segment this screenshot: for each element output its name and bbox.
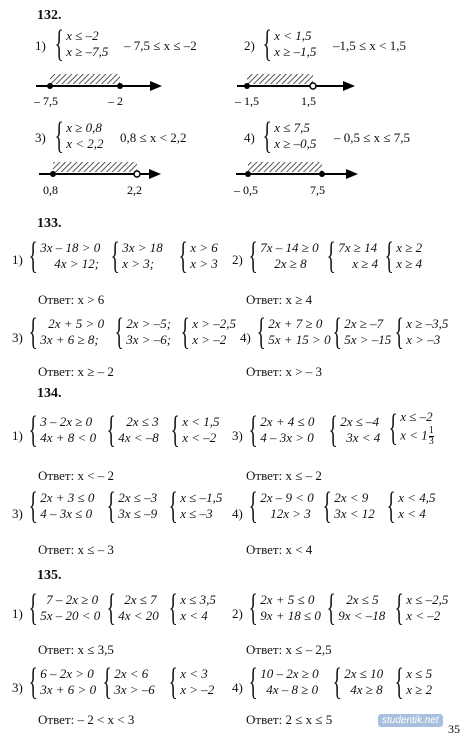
system-solved: { x ≥ –3,5 x > –3 — [394, 311, 449, 353]
line-1: x > –2,5 — [192, 316, 237, 331]
line-1: 2x + 5 ≤ 0 — [260, 592, 315, 607]
fraction-denominator: 3 — [428, 436, 434, 447]
system-solved: { x ≤ –1,5 x ≤ –3 — [168, 485, 223, 527]
line-1: 2x ≤ –3 — [118, 490, 158, 505]
line-1: 2x ≥ –7 — [344, 316, 384, 331]
item-number: 4) — [232, 680, 243, 695]
answer: Ответ: x < 4 — [246, 542, 313, 557]
item-number: 3) — [35, 130, 46, 145]
line-2: x < 4 — [180, 608, 208, 623]
line-2: x > –2 — [180, 682, 215, 697]
problem-135-title: 135. — [37, 568, 62, 583]
answer: Ответ: x ≤ – 2,5 — [246, 642, 332, 657]
problem-133-title: 133. — [37, 216, 62, 231]
system-solved: { x ≥ 2 x ≥ 4 — [384, 235, 423, 277]
line-2: 3x < 12 — [334, 506, 375, 521]
number-line-1 — [30, 70, 170, 108]
line-2: 9x < –18 — [338, 608, 386, 623]
system-solved: { x < 1,5 x < –2 — [170, 409, 220, 451]
line-1: 3x – 18 > 0 — [40, 240, 101, 255]
fraction — [429, 426, 434, 447]
inequality-system: { x ≥ 0,8 x < 2,2 — [54, 115, 104, 157]
line-1: x ≤ –2 — [400, 409, 433, 424]
line-2: 5x – 20 < 0 — [40, 608, 101, 623]
fraction-numerator: 1 — [428, 425, 434, 436]
system-step: { 2x > –5; 3x > –6; — [114, 311, 172, 353]
line-2: x < 4 — [398, 506, 426, 521]
line-2: x < –2 — [406, 608, 441, 623]
interval-result: –1,5 ≤ x < 1,5 — [333, 38, 406, 53]
line-1: x < 3 — [180, 666, 208, 681]
line-1: 2x > –5; — [126, 316, 172, 331]
point-b-label: – 2 — [108, 94, 123, 108]
line-1: 6 – 2x > 0 — [40, 666, 94, 681]
line-2: x > 3 — [190, 256, 218, 271]
line-2: 4x < –8 — [118, 430, 159, 445]
system-solved: { x > 6 x > 3 — [178, 235, 218, 277]
line-1: 2x ≤ 3 — [126, 414, 159, 429]
point-a-label: – 1,5 — [235, 94, 259, 108]
system-step: { 2x ≤ –3 3x ≤ –9 — [106, 485, 158, 527]
system-step: { 2x ≥ –7 5x > –15 — [332, 311, 392, 353]
point-b-label: 7,5 — [310, 183, 325, 197]
system-step: { 2x ≤ 7 4x < 20 — [106, 587, 159, 629]
item-number: 1) — [35, 38, 46, 53]
point-a-label: – 0,5 — [234, 183, 258, 197]
line-1: x ≤ 3,5 — [180, 592, 216, 607]
number-line-3 — [35, 158, 175, 198]
system-solved: { x ≤ –2,5 x < –2 — [394, 587, 449, 629]
system-solved: { x < 4,5 x < 4 — [386, 485, 436, 527]
system-step: { 2x ≤ 10 4x ≥ 8 — [332, 661, 384, 703]
point-b-label: 2,2 — [127, 183, 142, 197]
system-step: { 7x ≥ 14 x ≥ 4 — [326, 235, 379, 277]
line-1: 3x > 18 — [122, 240, 163, 255]
line-2: 3x > –6; — [126, 332, 172, 347]
line-1: 7 – 2x ≥ 0 — [46, 592, 99, 607]
system-solved: { x < 3 x > –2 — [168, 661, 215, 703]
answer: Ответ: 2 ≤ x ≤ 5 — [246, 712, 333, 727]
interval-result: – 7,5 ≤ x ≤ –2 — [124, 38, 197, 53]
system-step: { 2x < 9 3x < 12 — [322, 485, 375, 527]
interval-result: – 0,5 ≤ x ≤ 7,5 — [334, 130, 411, 145]
line-2: 9x + 18 ≤ 0 — [260, 608, 321, 623]
item-number: 4) — [240, 330, 251, 345]
line-2: 4x + 8 < 0 — [40, 430, 97, 445]
system-original: { 3 – 2x ≥ 0 4x + 8 < 0 — [28, 409, 97, 451]
answer: Ответ: x ≥ 4 — [246, 292, 313, 307]
system-original: { 10 – 2x ≥ 0 4x – 8 ≥ 0 — [248, 661, 319, 703]
line-1: 3 – 2x ≥ 0 — [40, 414, 93, 429]
line-2: 4x > 12; — [54, 256, 100, 271]
item-number: 2) — [232, 606, 243, 621]
answer: Ответ: x ≤ – 2 — [246, 468, 322, 483]
line-2: x > 3; — [122, 256, 155, 271]
system-original: { 2x – 9 < 0 12x > 3 — [248, 485, 314, 527]
system-step: { 2x ≤ –4 3x < 4 — [328, 409, 381, 451]
line-1: x > 6 — [190, 240, 218, 255]
line-1: 2x – 9 < 0 — [260, 490, 314, 505]
line-1: x < 1,5 — [182, 414, 220, 429]
line-1: 2x ≤ 5 — [346, 592, 379, 607]
line-2: x > –2 — [192, 332, 227, 347]
item-number: 3) — [12, 330, 23, 345]
point-a-label: – 7,5 — [34, 94, 58, 108]
system-step: { 2x ≤ 3 4x < –8 — [106, 409, 159, 451]
line-2: 12x > 3 — [270, 506, 311, 521]
item-number: 1) — [12, 252, 23, 267]
line-2: x > –3 — [406, 332, 441, 347]
line-1: 10 – 2x ≥ 0 — [260, 666, 319, 681]
item-number: 1) — [12, 606, 23, 621]
line-1: 2x ≤ 7 — [124, 592, 157, 607]
system-solved: { x > –2,5 x > –2 — [180, 311, 237, 353]
watermark-logo: studentik.net — [378, 714, 443, 727]
line-1: 7x – 14 ≥ 0 — [260, 240, 319, 255]
answer: Ответ: x ≤ 3,5 — [38, 642, 114, 657]
point-a-label: 0,8 — [43, 183, 58, 197]
line-2: 4x – 8 ≥ 0 — [266, 682, 319, 697]
answer: Ответ: x > – 3 — [246, 364, 323, 379]
system-original: { 7x – 14 ≥ 0 2x ≥ 8 — [248, 235, 319, 277]
line-2: 5x > –15 — [344, 332, 392, 347]
answer: Ответ: x ≤ – 3 — [38, 542, 114, 557]
line-1: x ≥ 0,8 — [66, 120, 102, 135]
line-2: x ≥ 4 — [396, 256, 423, 271]
line-2-with-fraction — [400, 426, 434, 447]
inequality-system: { x < 1,5 x ≥ –1,5 — [262, 23, 317, 65]
problem-134-title: 134. — [37, 386, 62, 401]
system-original: { 2x + 5 ≤ 0 9x + 18 ≤ 0 — [248, 587, 321, 629]
line-1: 2x ≤ 10 — [344, 666, 384, 681]
system-original: { 2x + 4 ≤ 0 4 – 3x > 0 — [248, 409, 315, 451]
line-2: 4x < 20 — [118, 608, 159, 623]
item-number: 4) — [232, 506, 243, 521]
line-1: 2x + 7 ≥ 0 — [268, 316, 323, 331]
answer: Ответ: x ≥ – 2 — [38, 364, 114, 379]
system-original: { 3x – 18 > 0 4x > 12; — [28, 235, 101, 277]
line-1: x ≤ –2 — [66, 28, 99, 43]
line-1: 7x ≥ 14 — [338, 240, 378, 255]
line-2: 5x + 15 > 0 — [268, 332, 331, 347]
item-number: 3) — [12, 680, 23, 695]
line-2: x ≤ –3 — [180, 506, 213, 521]
interval-result: 0,8 ≤ x < 2,2 — [120, 130, 187, 145]
line-2: 3x < 4 — [346, 430, 381, 445]
system-original: { 6 – 2x > 0 3x + 6 > 0 — [28, 661, 97, 703]
line-2: 3x + 6 ≥ 8; — [40, 332, 99, 347]
line-2: x < 1 — [400, 427, 428, 443]
item-number: 3) — [12, 506, 23, 521]
line-2: 4 – 3x > 0 — [260, 430, 314, 445]
line-2: 2x ≥ 8 — [274, 256, 307, 271]
item-number: 3) — [232, 428, 243, 443]
line-1: x ≤ 5 — [406, 666, 433, 681]
inequality-system: { x ≤ –2 x ≥ –7,5 — [54, 23, 109, 65]
number-line-2 — [233, 70, 373, 108]
line-2: x ≥ –1,5 — [274, 44, 317, 59]
system-solved: { x ≤ –2 x < 1 $\frac{1}{3}$ — [388, 406, 434, 449]
line-2: 4x ≥ 8 — [350, 682, 383, 697]
line-1: 2x + 4 ≤ 0 — [260, 414, 315, 429]
system-original: { 7 – 2x ≥ 0 5x – 20 < 0 — [28, 587, 101, 629]
line-1: x ≥ 2 — [396, 240, 423, 255]
item-number: 4) — [244, 130, 255, 145]
answer: Ответ: x > 6 — [38, 292, 105, 307]
line-1: 2x + 5 > 0 — [48, 316, 105, 331]
line-1: x < 4,5 — [398, 490, 436, 505]
line-1: x ≤ –1,5 — [180, 490, 223, 505]
line-2: 3x ≤ –9 — [118, 506, 158, 521]
line-2: x ≥ –7,5 — [66, 44, 109, 59]
system-original: { 2x + 7 ≥ 0 5x + 15 > 0 — [256, 311, 331, 353]
system-step: { 2x < 6 3x > –6 — [102, 661, 155, 703]
line-2: x < –2 — [182, 430, 217, 445]
line-1: 2x < 9 — [334, 490, 369, 505]
item-number: 2) — [232, 252, 243, 267]
system-solved: { x ≤ 5 x ≥ 2 — [394, 661, 433, 703]
problem-132-title: 132. — [37, 8, 62, 23]
number-line-4 — [232, 158, 372, 198]
point-b-label: 1,5 — [301, 94, 316, 108]
item-number: 1) — [12, 428, 23, 443]
line-2: 3x > –6 — [114, 682, 155, 697]
line-1: x ≤ –2,5 — [406, 592, 449, 607]
system-step: { 2x ≤ 5 9x < –18 — [326, 587, 386, 629]
item-number: 2) — [244, 38, 255, 53]
line-2: 3x + 6 > 0 — [40, 682, 97, 697]
inequality-system: { x ≤ 7,5 x ≥ –0,5 — [262, 115, 317, 157]
line-2: x ≥ 4 — [352, 256, 379, 271]
page-number: 35 — [448, 722, 460, 736]
line-2: x ≥ 2 — [406, 682, 433, 697]
line-1: 2x < 6 — [114, 666, 149, 681]
system-step: { 3x > 18 x > 3; — [110, 235, 163, 277]
system-original: { 2x + 3 ≤ 0 4 – 3x ≤ 0 — [28, 485, 95, 527]
line-2: x ≥ –0,5 — [274, 136, 317, 151]
system-original: { 2x + 5 > 0 3x + 6 ≥ 8; — [28, 311, 105, 353]
line-1: x ≥ –3,5 — [406, 316, 449, 331]
answer: Ответ: x < – 2 — [38, 468, 115, 483]
line-2: 4 – 3x ≤ 0 — [40, 506, 93, 521]
line-1: 2x + 3 ≤ 0 — [40, 490, 95, 505]
line-1: x < 1,5 — [274, 28, 312, 43]
line-2: x < 2,2 — [66, 136, 104, 151]
line-1: x ≤ 7,5 — [274, 120, 310, 135]
line-1: 2x ≤ –4 — [340, 414, 380, 429]
answer: Ответ: – 2 < x < 3 — [38, 712, 135, 727]
system-solved: { x ≤ 3,5 x < 4 — [168, 587, 216, 629]
